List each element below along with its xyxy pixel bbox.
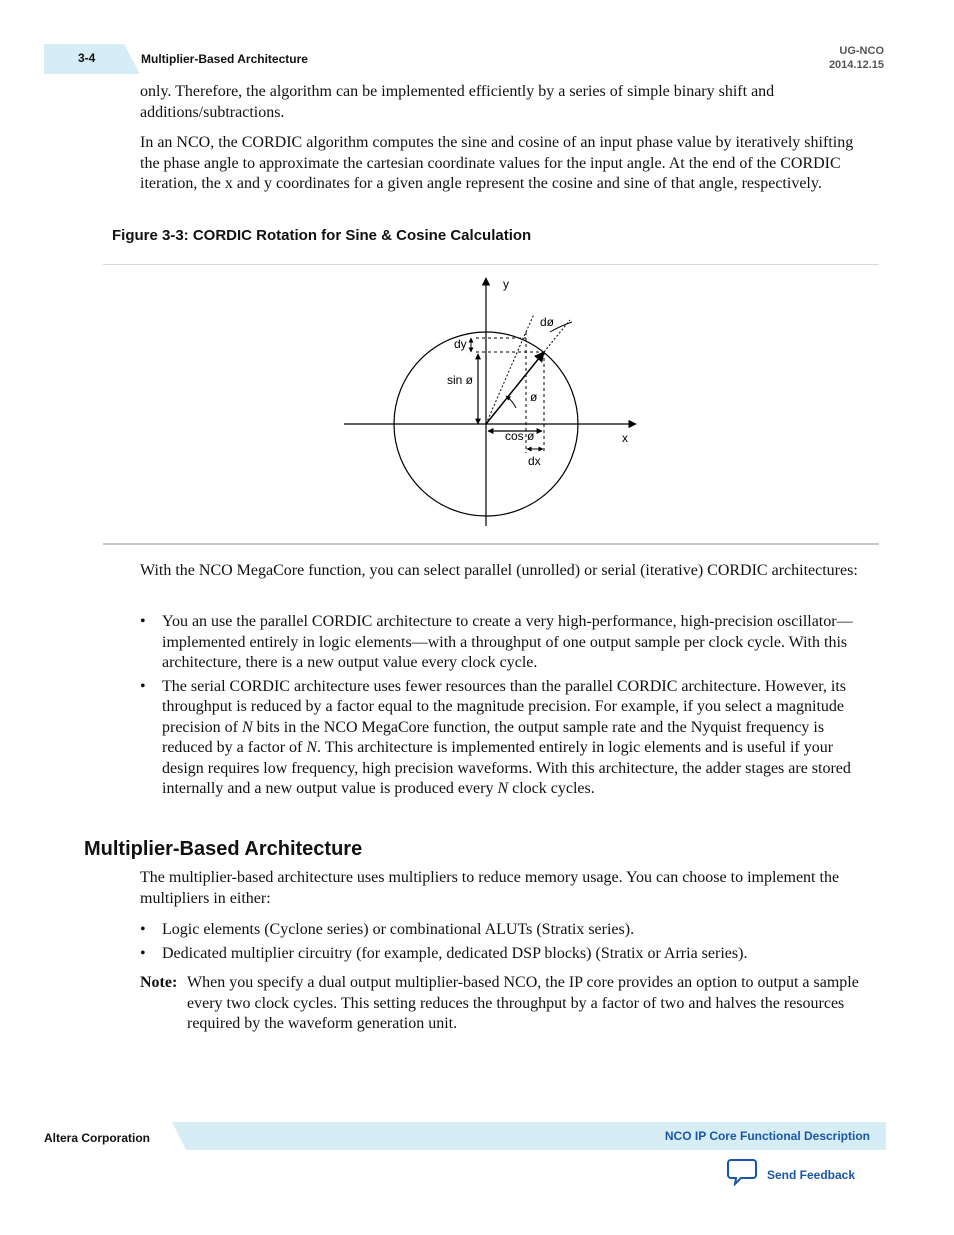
figure-bottom-rule — [103, 543, 879, 545]
dx-label: dx — [528, 454, 541, 468]
list-item: • Dedicated multiplier circuitry (for example, dedicated DSP blocks) (Stratix or Arria series). — [140, 944, 875, 965]
doc-identifier — [829, 44, 884, 72]
cordic-intro: With the NCO MegaCore function, you can select parallel (unrolled) or serial (iterative) CORDIC architectures: — [140, 562, 858, 579]
dphi-label: dø — [540, 315, 555, 329]
sin-label: sin ø — [447, 373, 474, 387]
rotation-vector — [486, 352, 544, 424]
figure-top-rule — [103, 264, 879, 265]
footer-chapter-link[interactable]: NCO IP Core Functional Description — [664, 1129, 870, 1143]
cos-label: cos ø — [505, 429, 535, 443]
doc-id: UG-NCO — [839, 45, 884, 57]
list-item: • Logic elements (Cyclone series) or combinational ALUTs (Stratix series). — [140, 920, 875, 941]
multiplier-intro: The multiplier-based architecture uses multipliers to reduce memory usage. You can choose to implement the multipliers in either: — [140, 869, 840, 907]
running-header-title: Multiplier-Based Architecture — [141, 52, 308, 66]
x-axis-label: x — [622, 431, 628, 445]
list-item: • You an use the parallel CORDIC architecture to create a very high-performance, high-precision oscillator—implemented entirely in logic elements—with a throughput of one output sample per clock cycle. With this architecture, there is a new output value every clock cycle. — [140, 612, 875, 674]
cordic-bullet-list — [140, 612, 875, 803]
page-number: 3-4 — [78, 51, 96, 65]
list-item: • The serial CORDIC architecture uses fewer resources than the parallel CORDIC architecture. However, its throughput is reduced by a factor equal to the magnitude precision. For example, if you select a magnitude precision of N bits in the NCO MegaCore function, the output sample rate and the Nyquist frequency is reduced by a factor of N. This architecture is implemented entirely in logic elements and is useful if your design requires low frequency, high precision waveforms. With this architecture, the adder stages are stored internally and a new output value is produced every N clock cycles. — [140, 677, 875, 800]
send-feedback-button[interactable] — [727, 1158, 855, 1191]
prior-vector — [486, 332, 526, 424]
phi-arc — [506, 396, 516, 408]
multiplier-bullet-list — [140, 920, 875, 967]
doc-date: 2014.12.15 — [828, 59, 884, 71]
speech-bubble-icon — [727, 1158, 757, 1191]
y-axis-label: y — [503, 277, 509, 291]
send-feedback-label: Send Feedback — [767, 1167, 856, 1182]
cordic-rotation-diagram — [330, 268, 650, 538]
intro-paragraph-1: only. Therefore, the algorithm can be implemented efficiently by a series of simple binary shift and additions/subtractions. — [140, 83, 775, 121]
note-text: When you specify a dual output multiplier-based NCO, the IP core provides an option to output a sample every two clock cycles. This setting reduces the throughput by a factor of two and halves the resources required by the waveform generation unit. — [187, 974, 859, 1032]
section-heading: Multiplier-Based Architecture — [84, 838, 363, 860]
footer-company: Altera Corporation — [44, 1131, 151, 1145]
note-label: Note: — [140, 974, 178, 991]
intro-paragraph-2: In an NCO, the CORDIC algorithm computes the sine and cosine of an input phase value by iteratively shifting the phase angle to approximate the cartesian coordinate values for the input angle. At the end of the CORDIC iteration, the x and y coordinates for a given angle represent the cosine and sine of that angle, respectively. — [140, 134, 854, 192]
phi-label: ø — [530, 390, 538, 404]
figure-caption: Figure 3-3: CORDIC Rotation for Sine & Cosine Calculation — [112, 227, 532, 244]
note-block — [140, 973, 875, 1035]
dy-label: dy — [454, 337, 467, 351]
